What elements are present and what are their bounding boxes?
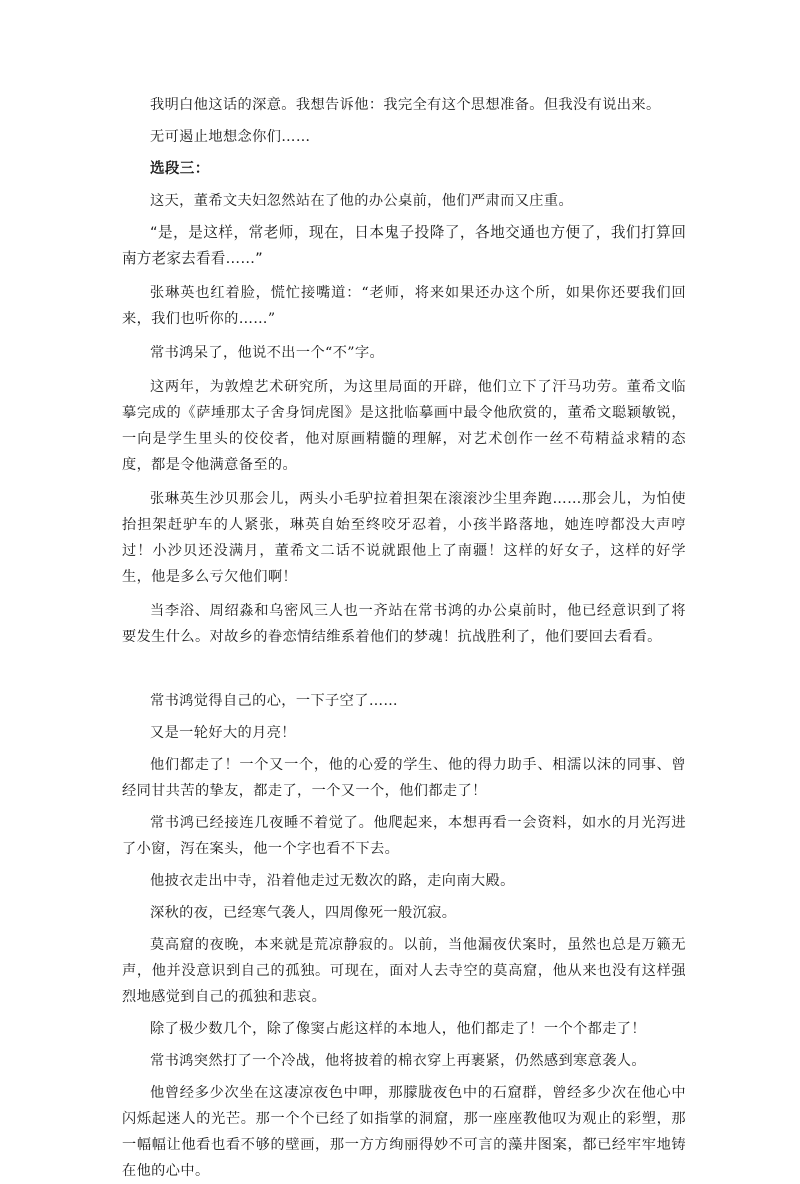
document-page — [122, 92, 686, 1184]
paragraph: 常书鸿呆了，他说不出一个“不”字。 — [150, 345, 385, 361]
paragraph: 常书鸿已经接连几夜睡不着觉了。他爬起来，本想再看一会资料，如水的月光泻进了小窗，泻在案头，他一个字也看不下去。 — [122, 815, 686, 857]
paragraph: 我明白他这话的深意。我想告诉他：我完全有这个思想准备。但我没有说出来。 — [150, 97, 661, 113]
paragraph: 张琳英也红着脸，慌忙接嘴道：“老师，将来如果还办这个所，如果你还要我们回来，我们也听你的……” — [122, 285, 686, 327]
paragraph: “是，是这样，常老师，现在，日本鬼子投降了，各地交通也方便了，我们打算回南方老家去看看……” — [122, 224, 686, 267]
paragraph: 他曾经多少次坐在这凄凉夜色中呷，那朦胧夜色中的石窟群，曾经多少次在他心中闪烁起迷人的光芒。那一个个已经了如指掌的洞窟，那一座座教他叹为观止的彩塑，那一幅幅让他看也看不够的壁画，那一方方绚丽得妙不可言的藻井图案，都已经牢牢地铸在他的心中。 — [122, 1085, 686, 1179]
paragraph: 这两年，为敦煌艺术研究所，为这里局面的开辟，他们立下了汗马功劳。董希文临摹完成的《萨埵那太子舍身饲虎图》是这批临摹画中最令他欣赏的，董希文聪颖敏锐，一向是学生里头的佼佼者，他对原画精髓的理解，对艺术创作一丝不苟精益求精的态度，都是令他满意备至的。 — [122, 379, 686, 473]
paragraph: 常书鸿突然打了一个冷战，他将披着的棉衣穿上再裹紧，仍然感到寒意袭人。 — [150, 1053, 646, 1069]
paragraph: 他们都走了！一个又一个，他的心爱的学生、他的得力助手、相濡以沫的同事、曾经同甘共苦的挚友，都走了，一个又一个，他们都走了！ — [122, 757, 686, 799]
paragraph: 这天，董希文夫妇忽然站在了他的办公桌前，他们严肃而又庄重。 — [150, 193, 574, 209]
paragraph: 无可遏止地想念你们…… — [150, 129, 311, 145]
paragraph: 张琳英生沙贝那会儿，两头小毛驴拉着担架在滚滚沙尘里奔跑……那会儿，为怕使抬担架赶驴车的人紧张，琳英自始至终咬牙忍着，小孩半路落地，她连哼都没大声哼过！小沙贝还没满月，董希文二话不说就跟他上了南疆！这样的好女子，这样的好学生，他是多么亏欠他们啊！ — [122, 491, 686, 585]
paragraph: 莫高窟的夜晚，本来就是荒凉静寂的。以前，当他漏夜伏案时，虽然也总是万籁无声，他并没意识到自己的孤独。可现在，面对人去寺空的莫高窟，他从来也没有这样强烈地感觉到自己的孤独和悲哀。 — [122, 937, 686, 1005]
paragraph: 又是一轮好大的月亮！ — [150, 725, 296, 741]
paragraph: 当李浴、周绍淼和乌密风三人也一齐站在常书鸿的办公桌前时，他已经意识到了将要发生什么。对故乡的眷恋情结维系着他们的梦魂！抗战胜利了，他们要回去看看。 — [122, 603, 686, 645]
paragraph: 除了极少数几个，除了像窦占彪这样的本地人，他们都走了！一个个都走了！ — [150, 1021, 646, 1037]
paragraph: 他披衣走出中寺，沿着他走过无数次的路，走向南大殿。 — [150, 873, 515, 889]
section-heading: 选段三： — [150, 161, 210, 177]
paragraph: 常书鸿觉得自己的心，一下子空了…… — [150, 693, 398, 709]
paragraph: 深秋的夜，已经寒气袭人，四周像死一般沉寂。 — [150, 905, 457, 921]
